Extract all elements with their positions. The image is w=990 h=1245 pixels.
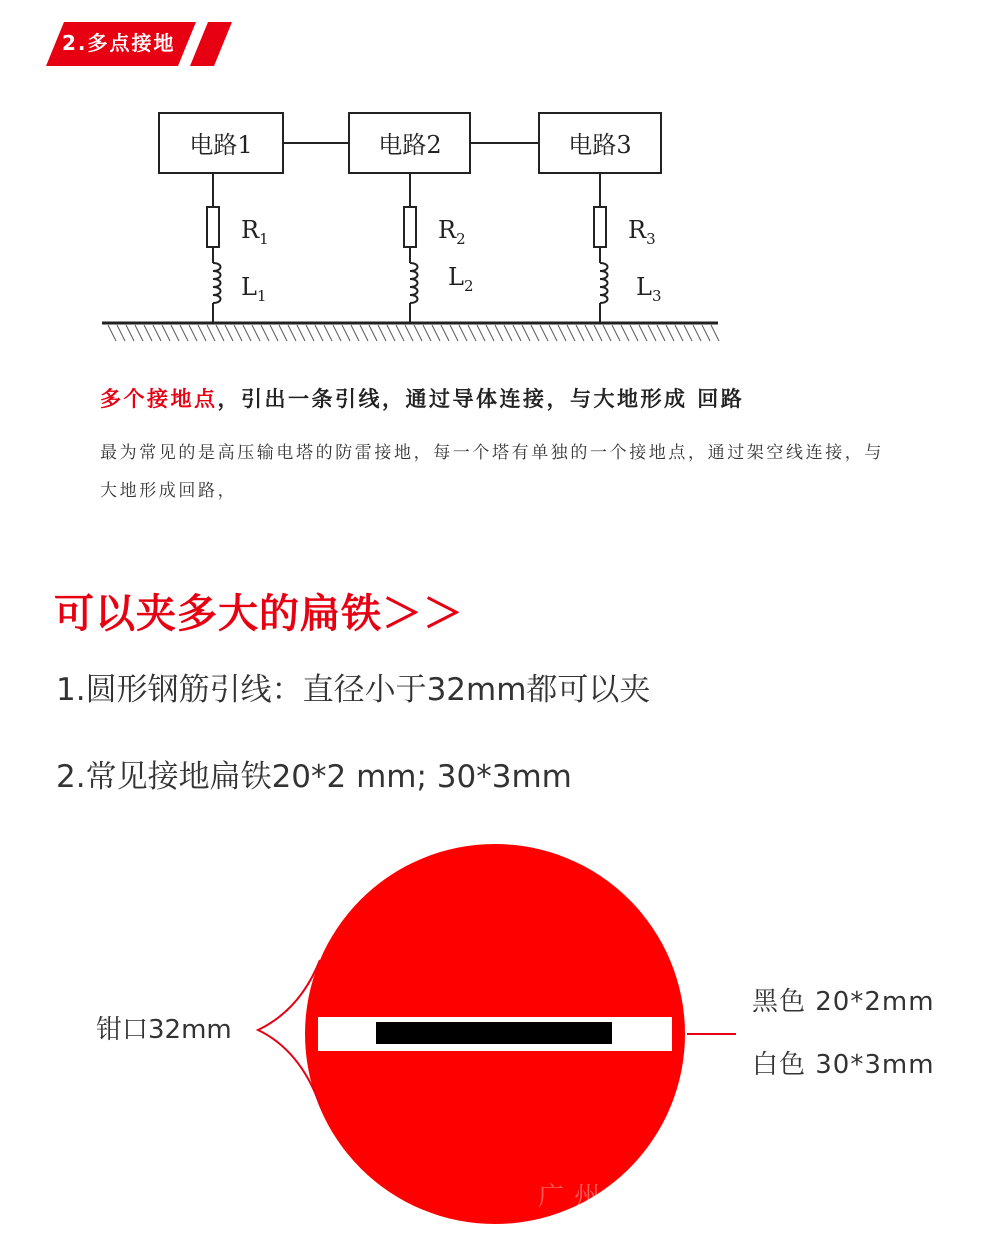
ground-branch-2: [404, 173, 418, 323]
hatch-mark: [189, 325, 197, 341]
hatch-mark: [549, 325, 557, 341]
headline-highlight: 多个接地点: [100, 387, 218, 411]
hatch-mark: [126, 325, 134, 341]
hatch-mark: [324, 325, 332, 341]
inductor-label-3: $L_3$: [636, 273, 662, 305]
circuit-box-1: [159, 113, 283, 173]
hatch-mark: [288, 325, 296, 341]
hatch-mark: [693, 325, 701, 341]
inductor-2: [410, 263, 418, 303]
resistor-label-2: $R_2$: [438, 216, 466, 248]
hatch-mark: [639, 325, 647, 341]
hatch-mark: [333, 325, 341, 341]
ground-branch-1: [207, 173, 221, 323]
spec-item-1: 1.圆形钢筋引线：直径小于32mm都可以夹: [56, 672, 651, 708]
circuit-box-2: [349, 113, 470, 173]
hatch-mark: [270, 325, 278, 341]
hatch-mark: [387, 325, 395, 341]
black-bar-spec: 黑色 20*2mm: [752, 987, 935, 1017]
hatch-mark: [360, 325, 368, 341]
hatch-mark: [603, 325, 611, 341]
hatch-mark: [216, 325, 224, 341]
hatch-mark: [468, 325, 476, 341]
hatch-mark: [351, 325, 359, 341]
hatch-mark: [153, 325, 161, 341]
hatch-mark: [234, 325, 242, 341]
hatch-mark: [486, 325, 494, 341]
hatch-mark: [450, 325, 458, 341]
hatch-mark: [225, 325, 233, 341]
resistor-3: [594, 207, 606, 247]
watermark: 广州: [538, 1182, 611, 1212]
spec-item-2: 2.常见接地扁铁20*2 mm; 30*3mm: [56, 759, 572, 795]
hatch-mark: [630, 325, 638, 341]
circuit-label-3: 电路3: [568, 131, 632, 159]
hatch-mark: [297, 325, 305, 341]
circuit-label-2: 电路2: [378, 131, 442, 159]
resistor-label-1: $R_1$: [241, 216, 269, 248]
hatch-mark: [432, 325, 440, 341]
hatch-mark: [423, 325, 431, 341]
hatch-mark: [504, 325, 512, 341]
hatch-mark: [396, 325, 404, 341]
hatch-mark: [243, 325, 251, 341]
hatch-mark: [414, 325, 422, 341]
hatch-mark: [441, 325, 449, 341]
multipoint-grounding-diagram: [100, 105, 725, 350]
hatch-mark: [702, 325, 710, 341]
hatch-mark: [180, 325, 188, 341]
hatch-mark: [621, 325, 629, 341]
hatch-mark: [405, 325, 413, 341]
white-bar-spec: 白色 30*3mm: [752, 1050, 935, 1080]
hatch-mark: [144, 325, 152, 341]
hatch-mark: [378, 325, 386, 341]
hatch-mark: [540, 325, 548, 341]
hatch-mark: [135, 325, 143, 341]
resistor-2: [404, 207, 416, 247]
jaw-opening-label: 钳口32mm: [96, 1015, 232, 1045]
hatch-mark: [513, 325, 521, 341]
hatch-mark: [108, 325, 116, 341]
description: 最为常见的是高压输电塔的防雷接地，每一个塔有单独的一个接地点，通过架空线连接，与大地形成回路，: [100, 443, 884, 501]
hatch-mark: [684, 325, 692, 341]
hatch-mark: [252, 325, 260, 341]
circuit-label-1: 电路1: [189, 131, 253, 159]
inductor-3: [600, 263, 608, 303]
hatch-mark: [162, 325, 170, 341]
hatch-mark: [279, 325, 287, 341]
hatch-mark: [198, 325, 206, 341]
hatch-mark: [531, 325, 539, 341]
hatch-mark: [576, 325, 584, 341]
hatch-mark: [261, 325, 269, 341]
resistor-label-3: $R_3$: [628, 216, 656, 248]
inductor-label-2: $L_2$: [448, 263, 474, 295]
hatch-mark: [711, 325, 719, 341]
black-flat-iron-bar: [376, 1022, 612, 1044]
ground-hatching: [108, 325, 719, 341]
hatch-mark: [315, 325, 323, 341]
hatch-mark: [207, 325, 215, 341]
hatch-mark: [585, 325, 593, 341]
hatch-mark: [495, 325, 503, 341]
hatch-mark: [117, 325, 125, 341]
hatch-mark: [306, 325, 314, 341]
hatch-mark: [459, 325, 467, 341]
hatch-mark: [342, 325, 350, 341]
resistor-1: [207, 207, 219, 247]
ground-branch-3: [594, 173, 608, 323]
hatch-mark: [594, 325, 602, 341]
hatch-mark: [666, 325, 674, 341]
hatch-mark: [657, 325, 665, 341]
headline-rest: ，引出一条引线，通过导体连接，与大地形成 回路: [217, 387, 745, 411]
inductor-label-1: $L_1$: [241, 273, 267, 305]
headline: [100, 384, 744, 414]
section-tag-title: 2.多点接地: [62, 31, 176, 55]
hatch-mark: [612, 325, 620, 341]
inductor-1: [213, 263, 221, 303]
hatch-mark: [648, 325, 656, 341]
hatch-mark: [675, 325, 683, 341]
hatch-mark: [369, 325, 377, 341]
hatch-mark: [171, 325, 179, 341]
flat-iron-title: 可以夹多大的扁铁＞＞: [54, 590, 464, 637]
circuit-box-3: [539, 113, 661, 173]
hatch-mark: [567, 325, 575, 341]
hatch-mark: [522, 325, 530, 341]
hatch-mark: [558, 325, 566, 341]
hatch-mark: [477, 325, 485, 341]
